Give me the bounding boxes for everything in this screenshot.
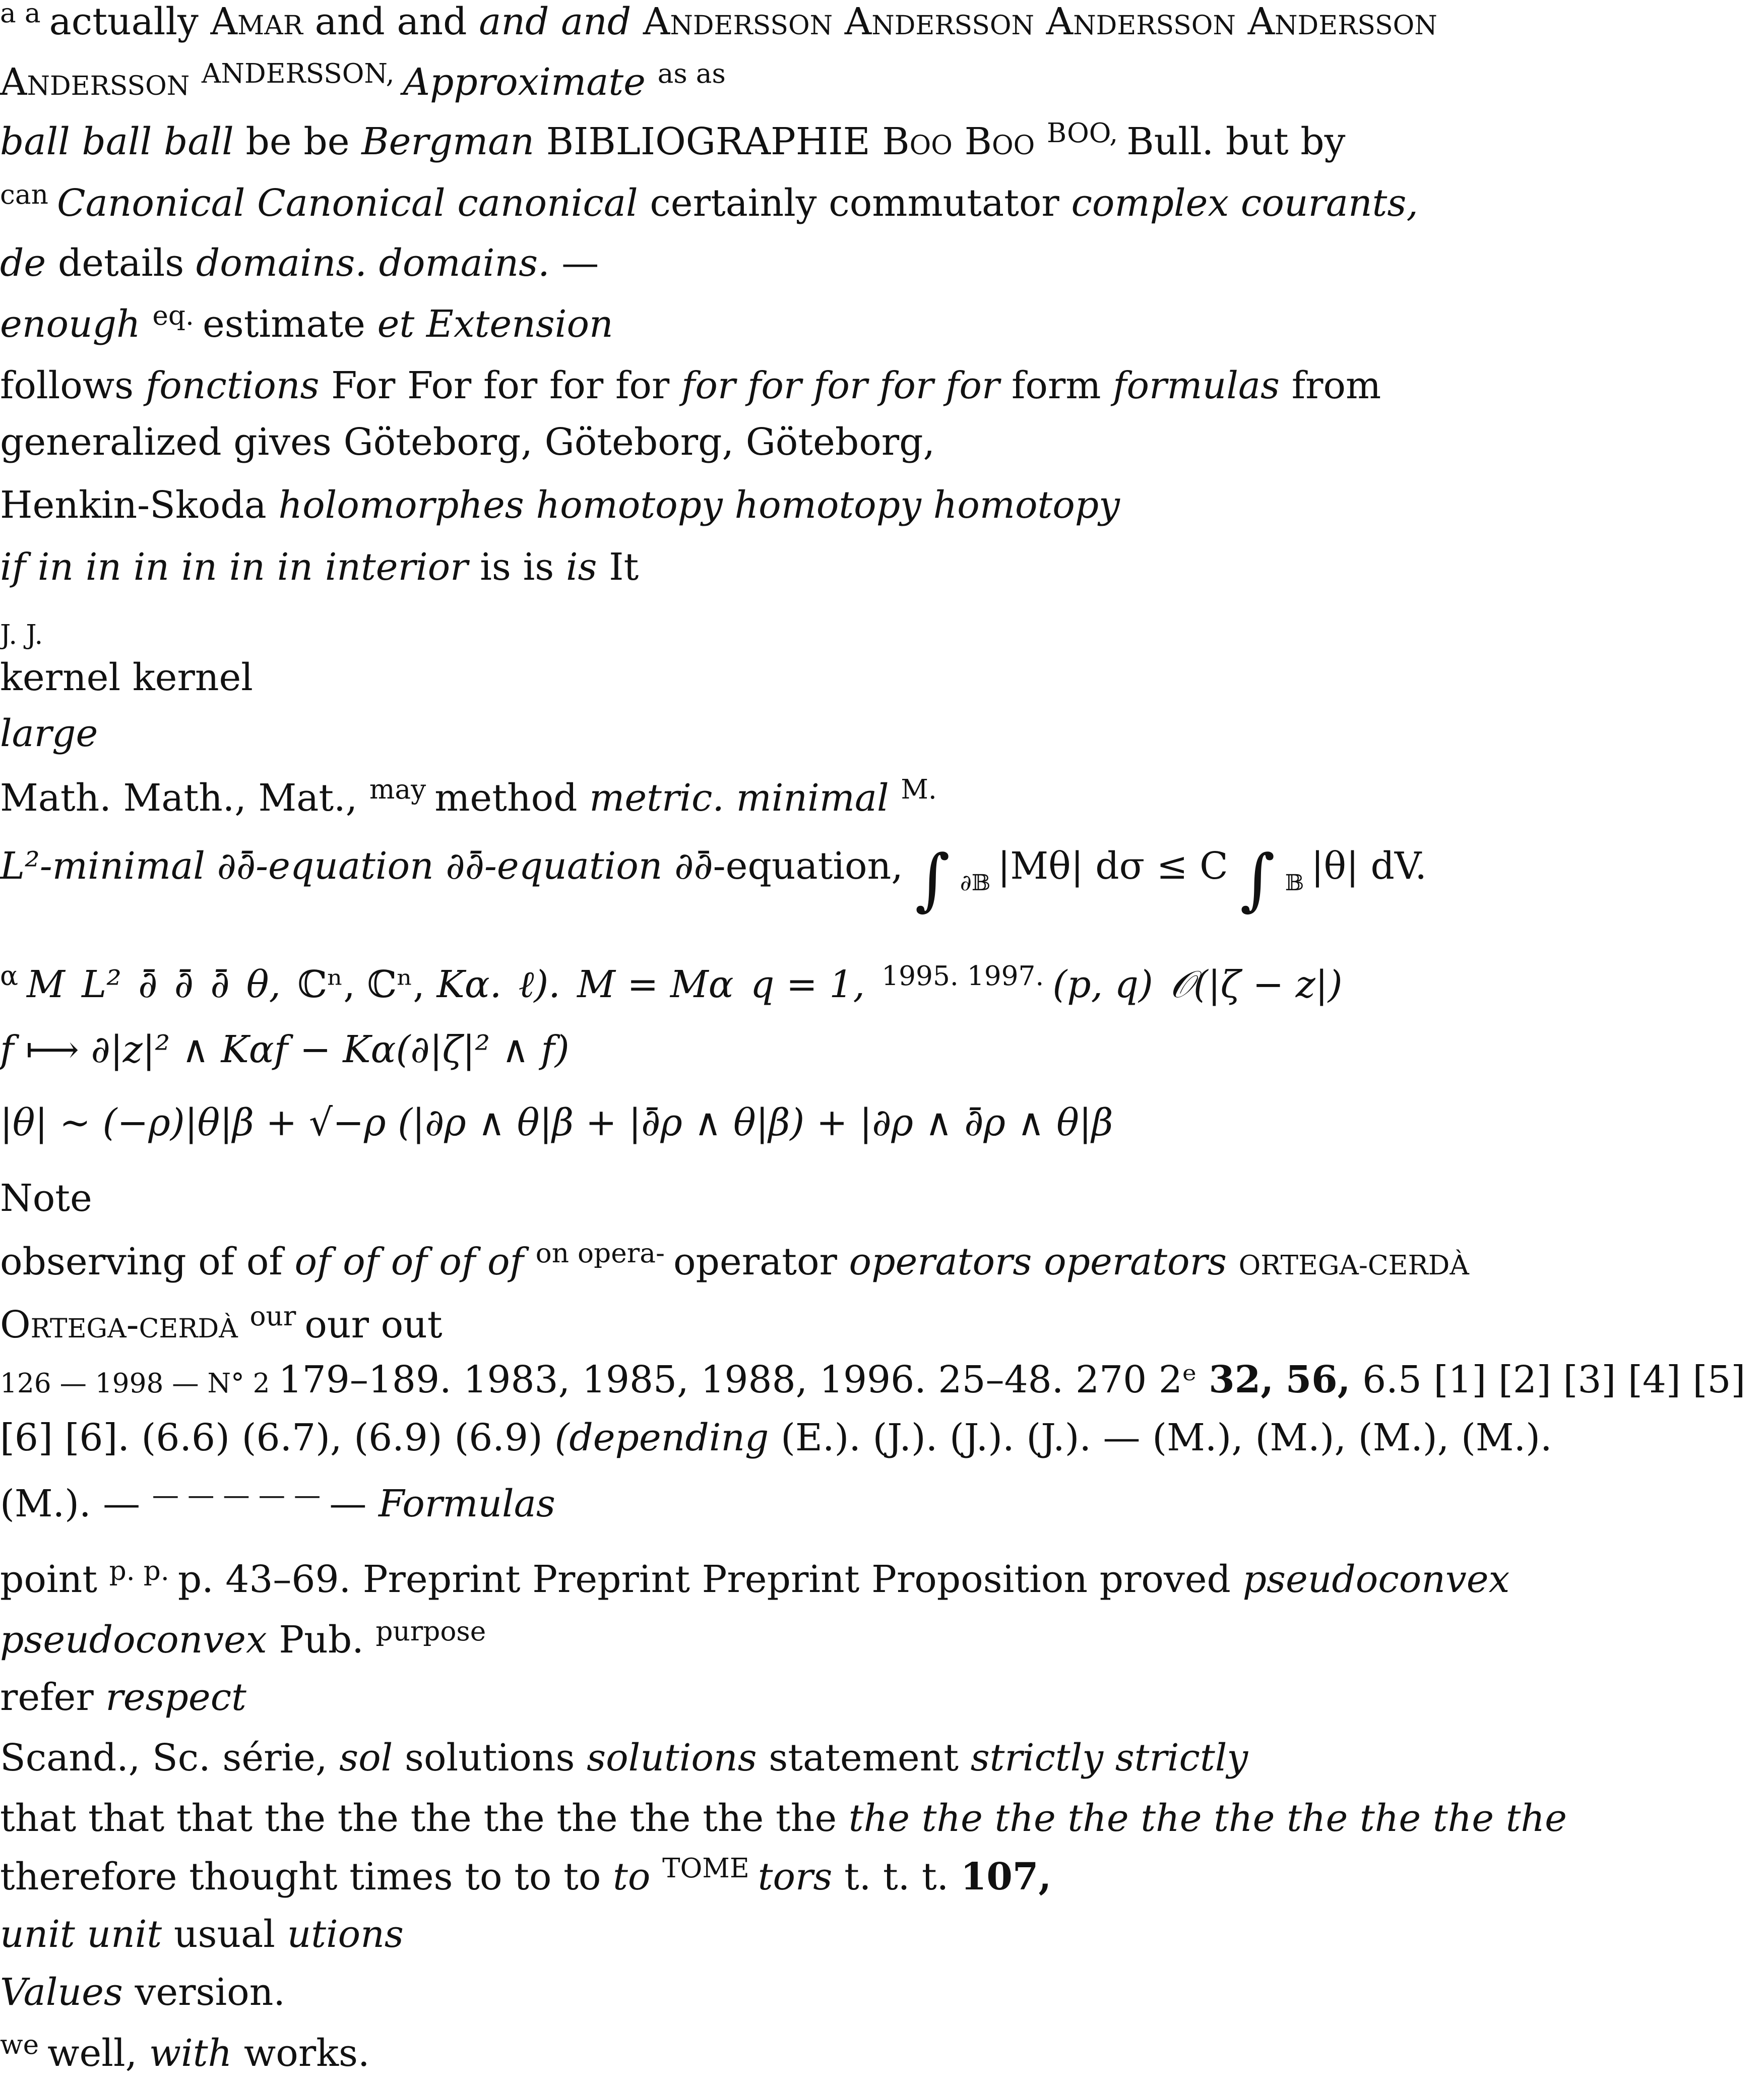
- word: minimal: [736, 776, 889, 820]
- word: enough: [0, 302, 141, 346]
- word: pseudoconvex: [0, 1618, 267, 1662]
- word: (p, q): [1052, 962, 1153, 1006]
- word: Henkin-Skoda: [0, 483, 267, 527]
- word: for: [945, 364, 1000, 407]
- word: (6.9): [454, 1416, 543, 1459]
- word: |θ| dV.: [1311, 844, 1427, 888]
- word: t.: [844, 1855, 871, 1899]
- word: For: [331, 364, 396, 407]
- word: tors: [758, 1855, 833, 1899]
- word: opera-: [578, 1238, 665, 1269]
- word: 126 — 1998 — N° 2: [0, 1368, 270, 1399]
- word: t.: [883, 1855, 910, 1899]
- word: ∂̄: [210, 962, 230, 1006]
- word: ∂∂̄-equation,: [674, 844, 903, 888]
- text-line: [0, 1971, 1764, 2014]
- word: M.: [901, 774, 937, 805]
- text-line: [0, 483, 1764, 527]
- word: ∂∂̄-equation: [446, 844, 663, 888]
- word: ANDERSSON,: [201, 58, 395, 89]
- text-line: [0, 1913, 1764, 1956]
- word: —: [258, 1480, 285, 1511]
- word: 𝔹: [1285, 870, 1304, 896]
- word: Göteborg,: [745, 420, 935, 464]
- word: canonical: [457, 181, 638, 225]
- word: be: [245, 119, 292, 163]
- text-line: [0, 117, 1764, 163]
- text-line: [0, 960, 1764, 1006]
- word: to: [563, 1855, 601, 1899]
- word: ∂𝔹: [960, 870, 991, 896]
- text-line: [0, 1676, 1764, 1719]
- word: of: [439, 1240, 476, 1283]
- word: in: [85, 545, 122, 589]
- text-line: [0, 1416, 1764, 1459]
- word: unit: [87, 1913, 162, 1956]
- word: thought: [189, 1855, 338, 1899]
- word: we: [0, 2029, 39, 2060]
- word: (J.). —: [1026, 1416, 1141, 1459]
- text-line: [0, 712, 1764, 755]
- word: the: [1141, 1797, 1202, 1840]
- word: certainly: [650, 181, 817, 225]
- word: ∂̄: [174, 962, 194, 1006]
- word: gives: [233, 420, 332, 464]
- text-line: [0, 2029, 1764, 2075]
- text-line: [0, 839, 1764, 920]
- word: homotopy: [933, 483, 1120, 527]
- word: 1983,: [463, 1358, 571, 1401]
- word: out: [381, 1303, 443, 1346]
- word: 32,: [1209, 1358, 1274, 1401]
- word: generalized: [0, 420, 222, 464]
- word: details: [57, 241, 184, 285]
- word: Andersson: [1247, 0, 1437, 43]
- text-line: [0, 1177, 1764, 1220]
- word: Andersson: [1046, 0, 1236, 43]
- word: works.: [243, 2031, 370, 2075]
- word: [6].: [65, 1416, 130, 1459]
- word: the: [264, 1797, 326, 1840]
- word: the: [1287, 1797, 1348, 1840]
- word: 179–189.: [278, 1358, 452, 1401]
- word: —: [223, 1480, 250, 1511]
- word: homotopy: [536, 483, 723, 527]
- word: the: [1505, 1797, 1567, 1840]
- word: refer: [0, 1676, 94, 1719]
- word: in: [229, 545, 266, 589]
- word: for: [879, 364, 934, 407]
- word: domains.: [196, 241, 367, 285]
- word: de: [0, 241, 46, 285]
- text-line: [0, 1238, 1764, 1283]
- word: the: [703, 1797, 764, 1840]
- word: Amar: [210, 0, 303, 43]
- word: |θ| ∼ (−ρ)|θ|β + √−ρ (|∂ρ ∧ θ|β + |∂̄ρ ∧ θ|β) + |∂ρ ∧ ∂̄ρ ∧ θ|β: [0, 1101, 1113, 1144]
- word: and: [561, 0, 632, 43]
- word: courants,: [1240, 181, 1418, 225]
- word: Ortega-cerdà: [0, 1303, 238, 1346]
- word: M = Mα: [577, 962, 734, 1006]
- word: (depending: [554, 1416, 769, 1459]
- word: kernel: [0, 656, 121, 699]
- word: (6.6): [141, 1416, 230, 1459]
- word: the: [921, 1797, 983, 1840]
- word: the: [1432, 1797, 1494, 1840]
- word: 56,: [1285, 1358, 1351, 1401]
- word: (M.),: [1255, 1416, 1347, 1459]
- word: —: [187, 1480, 215, 1511]
- word: the: [1067, 1797, 1129, 1840]
- word: M: [27, 962, 65, 1006]
- word: strictly: [970, 1736, 1104, 1780]
- word: 270: [1075, 1358, 1147, 1401]
- word: ∫: [1240, 840, 1275, 918]
- text-line: [0, 613, 1764, 650]
- word: Math.: [0, 776, 111, 820]
- text-line: [0, 300, 1764, 346]
- text-line: [0, 656, 1764, 699]
- word: respect: [105, 1676, 246, 1719]
- word: —: [294, 1480, 321, 1511]
- word: [2]: [1498, 1358, 1551, 1401]
- text-line: [0, 1797, 1764, 1840]
- word: and: [397, 0, 467, 43]
- word: J.: [0, 619, 18, 650]
- word: times: [349, 1855, 453, 1899]
- word: as: [696, 58, 726, 89]
- word: the: [994, 1797, 1056, 1840]
- word: the: [1214, 1797, 1275, 1840]
- word: BIBLIOGRAPHIE: [546, 119, 870, 163]
- word: (J.).: [949, 1416, 1015, 1459]
- word: utions: [287, 1913, 404, 1956]
- word: in: [133, 545, 170, 589]
- word: interior: [325, 545, 468, 589]
- word: in: [277, 545, 313, 589]
- word: observing: [0, 1240, 186, 1283]
- word: |Mθ| dσ ≤ C: [997, 844, 1228, 888]
- word: form: [1011, 364, 1101, 407]
- word: for: [813, 364, 868, 407]
- word: that: [88, 1797, 165, 1840]
- word: [3]: [1563, 1358, 1616, 1401]
- word: BOO,: [1046, 117, 1118, 149]
- word: fonctions: [145, 364, 320, 407]
- word: Pub.: [279, 1618, 364, 1662]
- word: (M.),: [1358, 1416, 1450, 1459]
- word: estimate: [202, 302, 365, 346]
- word: is: [523, 545, 554, 589]
- word: for: [747, 364, 802, 407]
- text-line: [0, 1028, 1764, 1071]
- word: For: [407, 364, 472, 407]
- word: and: [479, 0, 549, 43]
- text-line: [0, 0, 1764, 43]
- text-line: [0, 1736, 1764, 1780]
- text-line: [0, 241, 1764, 285]
- word: but: [1225, 119, 1289, 163]
- word: with: [149, 2031, 232, 2075]
- word: actually: [49, 0, 199, 43]
- text-line: [0, 179, 1764, 225]
- word: from: [1291, 364, 1381, 407]
- word: Boo: [882, 119, 953, 163]
- text-line: [0, 1616, 1764, 1662]
- word: of: [487, 1240, 524, 1283]
- word: θ,: [246, 962, 281, 1006]
- word: It: [609, 545, 639, 589]
- word: sol: [339, 1736, 393, 1780]
- text-line: [0, 1853, 1764, 1899]
- word: (J.).: [872, 1416, 938, 1459]
- word: Bergman: [361, 119, 535, 163]
- word: q = 1,: [750, 962, 865, 1006]
- word: a: [0, 0, 16, 29]
- word: t.: [921, 1855, 949, 1899]
- word: Preprint: [532, 1557, 690, 1601]
- word: 1996.: [819, 1358, 926, 1401]
- word: ORTEGA-CERDÀ: [1238, 1249, 1469, 1281]
- word: f ⟼ ∂|z|² ∧ Kαf − Kα(∂|ζ|² ∧ f): [0, 1028, 570, 1071]
- word: Mat.,: [258, 776, 358, 820]
- text-line: [0, 1301, 1764, 1346]
- word: metric.: [589, 776, 724, 820]
- word: if: [0, 545, 26, 589]
- word: therefore: [0, 1855, 177, 1899]
- word: (6.7),: [241, 1416, 342, 1459]
- word: of: [343, 1240, 380, 1283]
- word: [6]: [0, 1416, 53, 1459]
- word: holomorphes: [278, 483, 524, 527]
- word: operators: [1044, 1240, 1227, 1283]
- word: method: [434, 776, 578, 820]
- word: ball: [164, 119, 234, 163]
- word: ball: [82, 119, 152, 163]
- word: Math.,: [123, 776, 246, 820]
- word: follows: [0, 364, 134, 407]
- word: 25–48.: [938, 1358, 1064, 1401]
- text-line: [0, 1101, 1764, 1144]
- word: Canonical: [56, 181, 245, 225]
- text-line: [0, 1555, 1764, 1601]
- word: Values: [0, 1971, 123, 2014]
- word: J.: [26, 619, 43, 650]
- word: the: [848, 1797, 910, 1840]
- word: operator: [673, 1240, 837, 1283]
- word: Andersson: [844, 0, 1034, 43]
- word: TOME: [662, 1853, 749, 1884]
- word: Note: [0, 1177, 92, 1220]
- word: ℂⁿ,: [297, 962, 355, 1006]
- word: for: [549, 364, 604, 407]
- word: Canonical: [257, 181, 446, 225]
- word: [1]: [1433, 1358, 1487, 1401]
- word: for: [615, 364, 670, 407]
- word: is: [565, 545, 597, 589]
- word: to: [514, 1855, 552, 1899]
- word: homotopy: [734, 483, 921, 527]
- word: solutions: [405, 1736, 575, 1780]
- word: Preprint: [362, 1557, 521, 1601]
- word: pseudoconvex: [1242, 1557, 1510, 1601]
- word: for: [681, 364, 736, 407]
- text-line: [0, 58, 1764, 104]
- word: Extension: [426, 302, 613, 346]
- word: that: [176, 1797, 253, 1840]
- word: (6.9): [354, 1416, 443, 1459]
- word: Göteborg,: [544, 420, 734, 464]
- word: Formulas: [378, 1482, 555, 1525]
- word: α: [0, 960, 18, 992]
- word: of: [246, 1240, 283, 1283]
- word: —: [561, 241, 599, 285]
- word: the: [337, 1797, 399, 1840]
- word: unit: [0, 1913, 75, 1956]
- word: 𝒪(|ζ − z|): [1170, 962, 1343, 1006]
- word: série,: [222, 1736, 328, 1780]
- word: usual: [173, 1913, 275, 1956]
- word: p.: [109, 1555, 135, 1586]
- word: Approximate: [403, 60, 646, 104]
- word: formulas: [1113, 364, 1280, 407]
- word: L²-minimal: [0, 844, 205, 888]
- word: statement: [769, 1736, 959, 1780]
- word: ℓ).: [518, 962, 560, 1006]
- word: version.: [135, 1971, 285, 2014]
- word: ∂∂̄-equation: [217, 844, 434, 888]
- text-line: [0, 545, 1764, 589]
- word: and: [314, 0, 385, 43]
- word: the: [483, 1797, 545, 1840]
- word: Andersson: [643, 0, 833, 43]
- word: commutator: [829, 181, 1059, 225]
- word: the: [629, 1797, 691, 1840]
- word: on: [535, 1238, 569, 1269]
- word: Bull.: [1126, 119, 1214, 163]
- word: 1985,: [582, 1358, 689, 1401]
- word: the: [775, 1797, 837, 1840]
- word: Sc.: [152, 1736, 211, 1780]
- word: —: [329, 1482, 367, 1525]
- word: 1995.: [881, 960, 959, 992]
- word: proved: [1099, 1557, 1231, 1601]
- word: ball: [0, 119, 70, 163]
- word: purpose: [375, 1616, 486, 1647]
- word: strictly: [1115, 1736, 1248, 1780]
- text-line: [0, 420, 1764, 464]
- word: ∂̄: [138, 962, 158, 1006]
- word: as: [657, 58, 687, 89]
- word: Kα.: [436, 962, 502, 1006]
- word: ℂⁿ,: [367, 962, 425, 1006]
- word: large: [0, 712, 98, 755]
- word: Göteborg,: [343, 420, 533, 464]
- word: [5]: [1692, 1358, 1746, 1401]
- word: complex: [1071, 181, 1229, 225]
- word: [4]: [1627, 1358, 1681, 1401]
- word: Preprint: [702, 1557, 860, 1601]
- word: in: [37, 545, 74, 589]
- word: well,: [47, 2031, 138, 2075]
- text-line: [0, 774, 1764, 820]
- word: by: [1300, 119, 1346, 163]
- word: (E.).: [781, 1416, 861, 1459]
- word: can: [0, 179, 48, 210]
- word: the: [556, 1797, 618, 1840]
- word: to: [465, 1855, 502, 1899]
- word: Boo: [964, 119, 1035, 163]
- text-line: [0, 1358, 1764, 1401]
- word: ∫: [915, 840, 950, 918]
- word: in: [181, 545, 218, 589]
- word: the: [1359, 1797, 1421, 1840]
- word: that: [0, 1797, 77, 1840]
- word: 1997.: [967, 960, 1044, 992]
- word: for: [483, 364, 538, 407]
- word: the: [410, 1797, 472, 1840]
- word: 2ᵉ: [1158, 1358, 1197, 1401]
- word: p.: [143, 1555, 169, 1586]
- word: L²: [82, 962, 121, 1006]
- word: eq.: [152, 300, 194, 331]
- word: of: [294, 1240, 331, 1283]
- word: 6.5: [1362, 1358, 1422, 1401]
- word: 1988,: [701, 1358, 808, 1401]
- word: (M.).: [1461, 1416, 1552, 1459]
- word: of: [391, 1240, 427, 1283]
- word: a: [24, 0, 41, 29]
- text-line: [0, 1480, 1764, 1525]
- word: Scand.,: [0, 1736, 141, 1780]
- word: to: [613, 1855, 651, 1899]
- word: be: [303, 119, 350, 163]
- word: is: [480, 545, 511, 589]
- word: of: [198, 1240, 235, 1283]
- word: 107,: [960, 1855, 1052, 1899]
- word: (M.),: [1152, 1416, 1243, 1459]
- word: operators: [849, 1240, 1032, 1283]
- word: point: [0, 1557, 97, 1601]
- word: may: [369, 774, 426, 805]
- word: p. 43–69.: [177, 1557, 351, 1601]
- word: our: [304, 1303, 369, 1346]
- word: et: [377, 302, 415, 346]
- word: domains.: [379, 241, 550, 285]
- word: —: [152, 1480, 179, 1511]
- word: (M.). —: [0, 1482, 141, 1525]
- word: Proposition: [871, 1557, 1088, 1601]
- word: kernel: [132, 656, 253, 699]
- word: our: [249, 1301, 296, 1332]
- word: solutions: [587, 1736, 757, 1780]
- text-line: [0, 364, 1764, 407]
- word: Andersson: [0, 60, 190, 104]
